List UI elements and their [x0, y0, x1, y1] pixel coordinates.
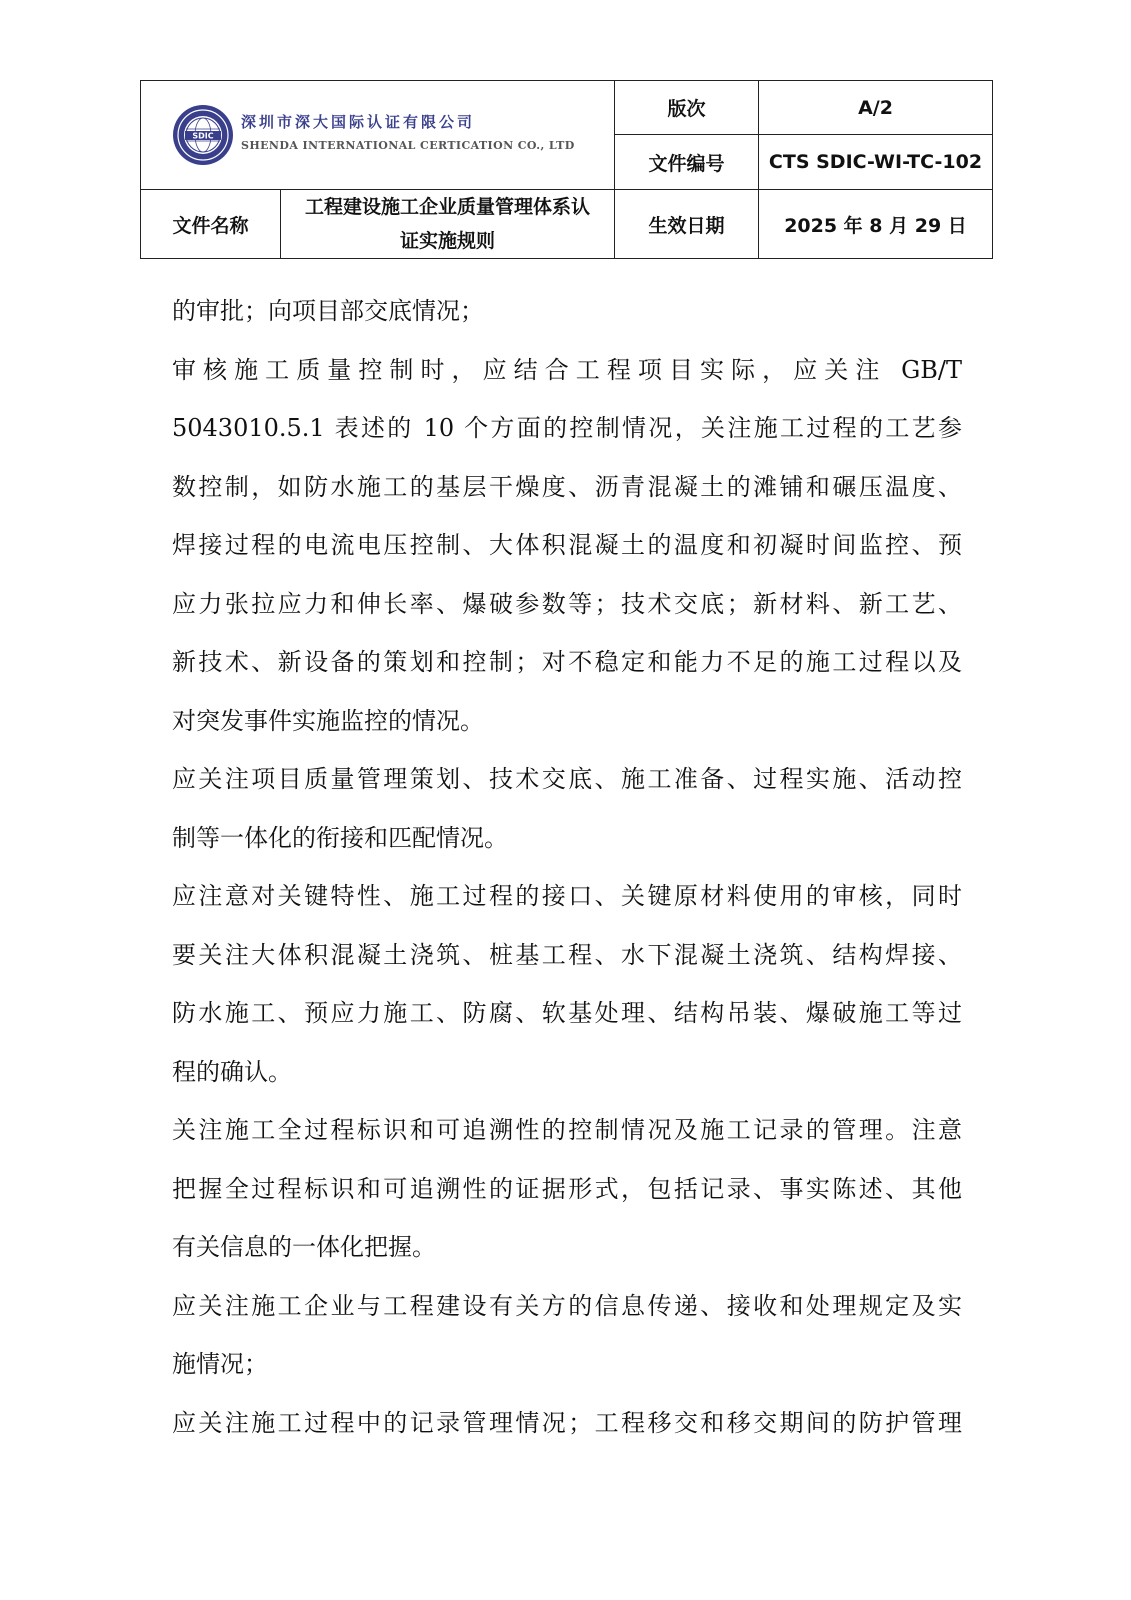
version-label: 版次 [615, 81, 759, 135]
effective-date-value: 2025 年 8 月 29 日 [759, 190, 993, 259]
document-header-table [140, 80, 993, 259]
document-name-line-1: 工程建设施工企业质量管理体系认 [304, 196, 590, 218]
text-line: 应关注项目质量管理策划、技术交底、施工准备、过程实施、活动控 [172, 765, 962, 793]
document-body [172, 282, 962, 1452]
company-name-cn: 深圳市深大国际认证有限公司 [241, 113, 476, 131]
document-number-value: CTS SDIC-WI-TC-102 [759, 135, 993, 190]
text-line: 关注施工全过程标识和可追溯性的控制情况及施工记录的管理。注意 [172, 1116, 962, 1144]
text-line: 的审批；向项目部交底情况； [172, 297, 484, 325]
text-line: 焊接过程的电流电压控制、大体积混凝土的温度和初凝时间监控、预 [172, 531, 962, 559]
text-line: 把握全过程标识和可追溯性的证据形式，包括记录、事实陈述、其他 [172, 1174, 962, 1203]
company-logo [171, 103, 761, 173]
text-line: 审核施工质量控制时，应结合工程项目实际，应关注 GB/T [172, 355, 962, 384]
document-number-label: 文件编号 [615, 135, 759, 190]
text-line: 应力张拉应力和伸长率、爆破参数等；技术交底；新材料、新工艺、 [172, 589, 962, 618]
effective-date-label: 生效日期 [615, 190, 759, 259]
document-name-value [281, 190, 615, 259]
text-line: 应关注施工企业与工程建设有关方的信息传递、接收和处理规定及实 [172, 1291, 962, 1320]
company-logo-cell [141, 81, 615, 190]
text-line: 应注意对关键特性、施工过程的接口、关键原材料使用的审核，同时 [172, 882, 962, 910]
text-line: 制等一体化的衔接和匹配情况。 [172, 823, 508, 852]
text-line: 有关信息的一体化把握。 [172, 1233, 436, 1261]
text-line: 程的确认。 [172, 1057, 292, 1086]
text-line: 对突发事件实施监控的情况。 [172, 706, 484, 735]
version-value: A/2 [759, 81, 993, 135]
document-name-line-2: 证实施规则 [399, 230, 495, 252]
text-line: 应关注施工过程中的记录管理情况；工程移交和移交期间的防护管理 [172, 1408, 962, 1437]
svg-text:SDIC: SDIC [192, 131, 214, 141]
company-name-en: SHENDA INTERNATIONAL CERTICATION CO., LTD [241, 139, 575, 152]
text-line: 施情况； [172, 1350, 268, 1378]
sdic-seal-icon [171, 103, 235, 167]
text-line: 要关注大体积混凝土浇筑、桩基工程、水下混凝土浇筑、结构焊接、 [172, 940, 962, 969]
text-line: 5043010.5.1 表述的 10 个方面的控制情况，关注施工过程的工艺参 [172, 414, 962, 442]
document-name-label: 文件名称 [141, 190, 281, 259]
text-line: 防水施工、预应力施工、防腐、软基处理、结构吊装、爆破施工等过 [172, 999, 962, 1027]
text-line: 新技术、新设备的策划和控制；对不稳定和能力不足的施工过程以及 [172, 648, 962, 676]
text-line: 数控制，如防水施工的基层干燥度、沥青混凝土的滩铺和碾压温度、 [172, 472, 962, 501]
